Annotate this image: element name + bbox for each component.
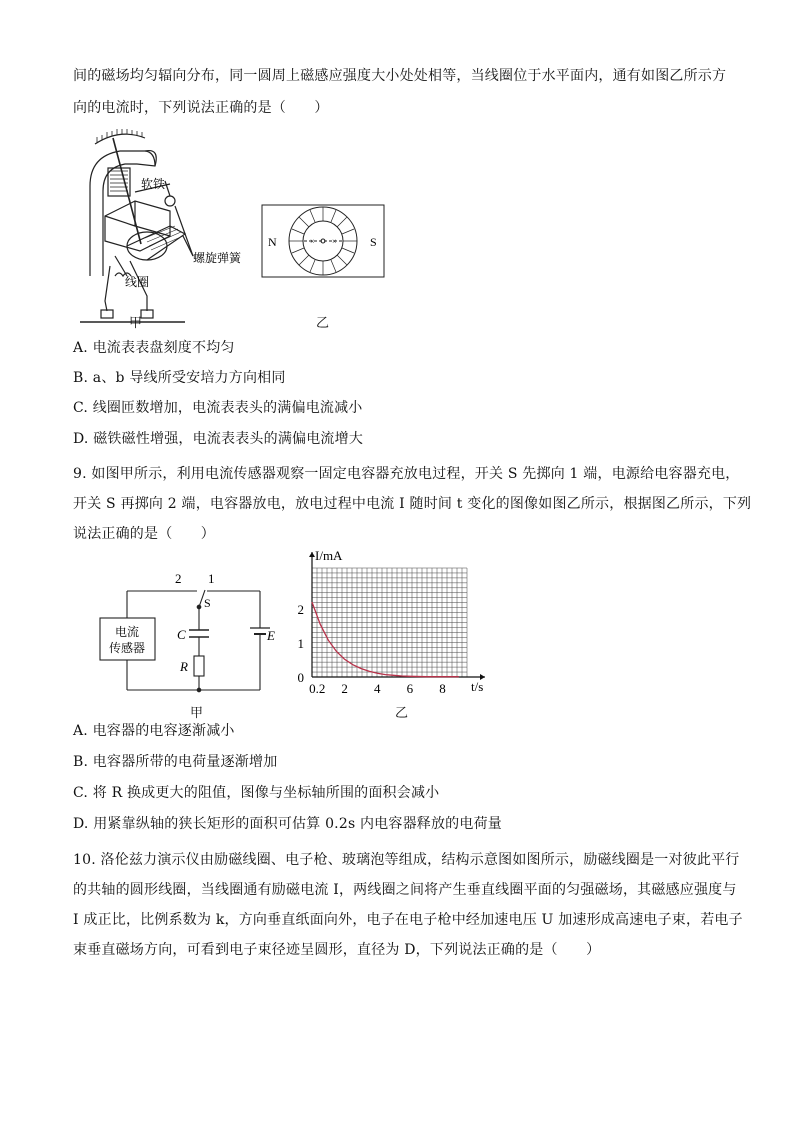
- chart-grid: [312, 568, 467, 677]
- q9-stem-line-3: 说法正确的是（ ）: [73, 526, 215, 542]
- q9-current-time-chart: [285, 546, 495, 696]
- q10-stem-line-3: I 成正比，比例系数为 k，方向垂直纸面向外，电子在电子枪中经加速电压 U 加速形成高速电子束，若电子: [73, 912, 743, 928]
- q8-stem-line-1: 间的磁场均匀辐向分布，同一圆周上磁感应强度大小处处相等，当线圈位于水平面内，通有如图乙所示方: [73, 68, 727, 84]
- terminal-2-label: 2: [175, 571, 182, 586]
- q8-stem-line-2: 向的电流时，下列说法正确的是（ ）: [73, 100, 329, 116]
- battery-label: E: [267, 628, 275, 643]
- coil-label: 线圈: [125, 275, 150, 289]
- spring-label: 螺旋弹簧: [193, 251, 242, 265]
- svg-text:×: ×: [332, 237, 337, 246]
- capacitor-label: C: [177, 627, 186, 642]
- q9-option-c: C. 将 R 换成更大的阻值，图像与坐标轴所围的面积会减小: [73, 785, 440, 801]
- svg-text:×: ×: [310, 237, 315, 246]
- q8-option-b: B. a、b 导线所受安培力方向相同: [73, 370, 286, 386]
- q10-stem-line-4: 束垂直磁场方向，可看到电子束径迹呈圆形，直径为 D，下列说法正确的是（ ）: [73, 942, 601, 958]
- switch-label: S: [204, 596, 211, 610]
- y-tick-label: 0: [297, 670, 304, 685]
- x-tick-label: 2: [341, 681, 348, 696]
- q9-option-a: A. 电容器的电容逐渐减小: [73, 723, 235, 739]
- q9-option-d: D. 用紧靠纵轴的狭长矩形的面积可估算 0.2s 内电容器释放的电荷量: [73, 816, 502, 832]
- soft-iron-label: 软铁: [141, 177, 166, 191]
- q9-chart-caption: 乙: [395, 706, 409, 721]
- chart-y-axis-label: I/mA: [315, 548, 343, 563]
- north-pole-label: N: [268, 235, 277, 249]
- sensor-label-line-1: 电流: [114, 625, 140, 639]
- x-tick-label: 6: [406, 681, 414, 696]
- q8-option-a: A. 电流表表盘刻度不均匀: [73, 340, 235, 356]
- q8-fig-yi-caption: 乙: [316, 316, 330, 331]
- q9-stem-line-2: 开关 S 再掷向 2 端，电容器放电，放电过程中电流 I 随时间 t 变化的图像如图乙所示，根据图乙所示，下列: [73, 496, 752, 512]
- x-tick-label: 8: [439, 681, 446, 696]
- sensor-label-line-2: 传感器: [108, 641, 146, 655]
- q8-figure-jia: [75, 126, 275, 336]
- chart-tick-labels: [298, 602, 446, 696]
- x-tick-label: 4: [374, 681, 381, 696]
- chart-x-axis-label: t/s: [471, 679, 484, 694]
- q9-option-b: B. 电容器所带的电荷量逐渐增加: [73, 754, 278, 770]
- q8-figure-yi: [258, 202, 388, 280]
- terminal-1-label: 1: [208, 571, 215, 586]
- q9-circuit-caption: 甲: [190, 706, 204, 721]
- y-tick-label: 1: [297, 635, 304, 651]
- q8-fig-jia-caption: 甲: [129, 316, 143, 331]
- q8-option-c: C. 线圈匝数增加，电流表表头的满偏电流减小: [73, 400, 363, 416]
- q9-circuit-figure: [95, 568, 295, 698]
- south-pole-label: S: [370, 235, 377, 249]
- y-tick-label: 2: [297, 601, 304, 617]
- q10-stem-line-1: 10. 洛伦兹力演示仪由励磁线圈、电子枪、玻璃泡等组成，结构示意图如图所示，励磁线圈是一对彼此平行: [73, 852, 740, 868]
- x-tick-label: 0.2: [309, 681, 326, 696]
- q8-option-d: D. 磁铁磁性增强，电流表表头的满偏电流增大: [73, 431, 364, 447]
- q9-stem-line-1: 9. 如图甲所示，利用电流传感器观察一固定电容器充放电过程，开关 S 先掷向 1 端，电源给电容器充电，: [73, 466, 740, 482]
- resistor-label: R: [180, 659, 188, 674]
- q10-stem-line-2: 的共轴的圆形线圈，当线圈通有励磁电流 I，两线圈之间将产生垂直线圈平面的匀强磁场，其磁感应强度与: [73, 882, 737, 898]
